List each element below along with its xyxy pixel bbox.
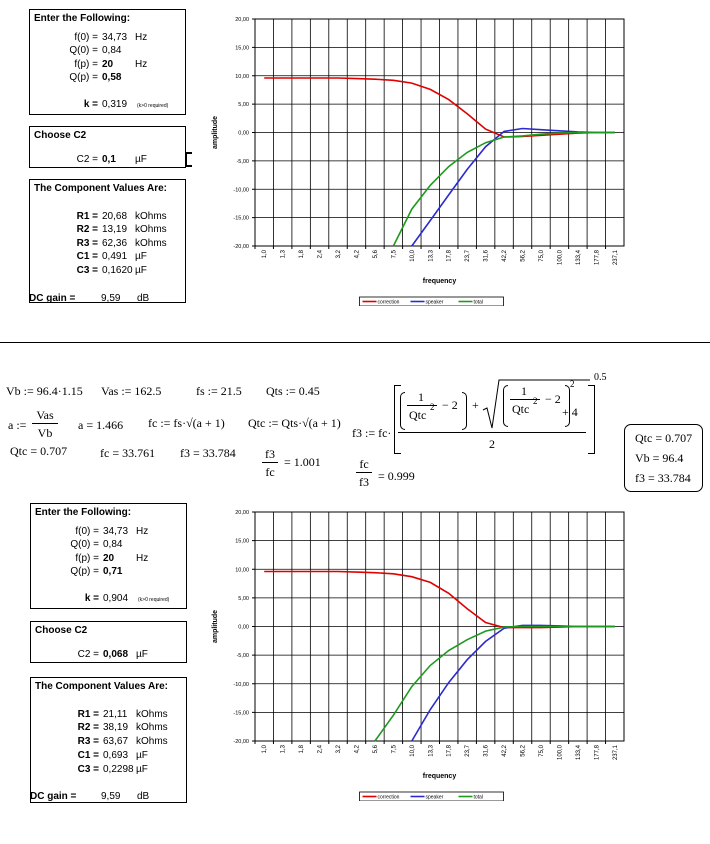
y-tick-label: 10,00: [235, 567, 249, 574]
enter-panel: [29, 9, 186, 115]
c2-unit-2: µF: [136, 649, 148, 660]
c1-unit: µF: [135, 251, 147, 262]
r3-label: R3 =: [76, 238, 98, 249]
legend-label-correction: correction: [377, 299, 400, 306]
y-tick-label: -15,00: [233, 215, 249, 222]
q0-input[interactable]: 0,84: [102, 45, 122, 56]
x-tick-label: 1,8: [299, 745, 306, 754]
legend-label-total: total: [473, 794, 483, 801]
x-axis-label: frequency: [422, 773, 457, 780]
r3-unit: kOhms: [135, 238, 167, 249]
f0-input-2[interactable]: 34,73: [103, 526, 129, 537]
y-tick-label: -5,00: [236, 158, 249, 165]
x-tick-label: 177,8: [594, 250, 601, 266]
y-tick-label: 10,00: [235, 73, 249, 80]
qp-input[interactable]: 0,58: [102, 72, 122, 83]
components-title-2: The Component Values Are:: [35, 681, 168, 692]
f3-qtc-2: Qtc: [512, 402, 530, 416]
paren2-left: [503, 385, 508, 427]
x-tick-label: 2,4: [317, 745, 324, 754]
x-tick-label: 75,0: [538, 250, 545, 262]
x-tick-label: 237,1: [612, 745, 619, 761]
amplitude-chart-2: [210, 505, 630, 801]
f3-one: 1: [418, 390, 424, 404]
ratio2-num: fc: [359, 457, 369, 471]
x-tick-label: 5,6: [372, 250, 379, 259]
c1-unit-2: µF: [136, 750, 148, 761]
x-tick-label: 3,2: [336, 745, 343, 754]
ratio1-line: [262, 462, 278, 463]
y-tick-label: -5,00: [236, 653, 249, 660]
a-fraction-line: [32, 423, 58, 424]
a-num: Vas: [36, 408, 54, 422]
result-box: [624, 424, 703, 492]
dc-gain-unit: dB: [137, 293, 150, 304]
x-tick-label: 133,4: [575, 745, 582, 761]
dc-gain-unit-2: dB: [137, 791, 150, 802]
c2-label: C2 =: [76, 154, 98, 165]
fp-input[interactable]: 20: [102, 59, 114, 70]
y-tick-label: 5,00: [238, 102, 249, 109]
r3-value: 62,36: [102, 238, 128, 249]
c1-value-2: 0,693: [103, 750, 129, 761]
f3-exponent: 0.5: [594, 372, 607, 383]
r2-value: 13,19: [102, 224, 128, 235]
y-axis-label: amplitude: [212, 115, 219, 150]
ratio2-value: = 0.999: [378, 469, 415, 483]
x-tick-label: 4,2: [354, 745, 361, 754]
f3-main-line: [398, 432, 586, 433]
x-axis-label: frequency: [422, 278, 457, 285]
y-tick-label: -10,00: [233, 681, 249, 688]
f0-label-2: f(0) =: [75, 526, 99, 537]
c2-panel: [29, 126, 186, 168]
box-f3: f3 = 33.784: [635, 471, 691, 485]
legend-label-speaker: speaker: [425, 794, 444, 801]
qp-input-2[interactable]: 0,71: [103, 566, 123, 577]
x-tick-label: 23,7: [465, 745, 472, 757]
y-tick-label: -10,00: [233, 187, 249, 194]
f3-minus2-b: − 2: [545, 392, 561, 406]
fp-label: f(p) =: [74, 59, 98, 70]
x-tick-label: 1,0: [262, 250, 269, 259]
f0-unit: Hz: [135, 32, 148, 43]
r2-unit-2: kOhms: [136, 722, 168, 733]
f3-square-2: 2: [533, 396, 538, 406]
fc-def: fc := fs·√(a + 1): [148, 416, 225, 430]
fs-def: fs := 21.5: [196, 384, 242, 398]
c2-label-2: C2 =: [77, 649, 99, 660]
x-tick-label: 100,0: [557, 250, 564, 266]
ratio2-line: [356, 472, 372, 473]
x-tick-label: 42,2: [502, 745, 509, 757]
c2-panel-2: [30, 621, 187, 663]
x-tick-label: 2,4: [317, 250, 324, 259]
ratio1-num: f3: [265, 447, 275, 461]
paren-right: [462, 392, 467, 430]
x-tick-label: 31,6: [483, 745, 490, 757]
legend-label-correction: correction: [377, 794, 400, 801]
legend-label-total: total: [473, 299, 483, 306]
qp-label: Q(p) =: [69, 72, 98, 83]
x-tick-label: 100,0: [557, 745, 564, 761]
c3-unit-2: µF: [136, 764, 148, 775]
x-tick-label: 42,2: [502, 250, 509, 262]
x-tick-label: 23,7: [465, 250, 472, 262]
dc-gain-label-2: DC gain =: [30, 791, 77, 802]
dc-gain-label: DC gain =: [29, 293, 76, 304]
paren-left: [400, 392, 405, 430]
r1-value-2: 21,11: [103, 709, 128, 720]
enter-title-2: Enter the Following:: [35, 507, 132, 518]
x-tick-label: 133,4: [575, 250, 582, 266]
q0-label: Q(0) =: [69, 45, 98, 56]
x-tick-label: 17,8: [446, 250, 453, 262]
y-axis-label: amplitude: [212, 609, 219, 644]
box-vb: Vb = 96.4: [635, 451, 684, 465]
qtc-def: Qtc := Qts·√(a + 1): [248, 416, 341, 430]
components-panel: [29, 179, 186, 303]
x-tick-label: 5,6: [372, 745, 379, 754]
a-den: Vb: [37, 426, 53, 440]
ratio1-value: = 1.001: [284, 455, 321, 469]
box-qtc: Qtc = 0.707: [635, 431, 693, 445]
r1-unit-2: kOhms: [136, 709, 168, 720]
c2-title-2: Choose C2: [35, 625, 88, 636]
components-title: The Component Values Are:: [34, 183, 167, 194]
qtc-result: Qtc = 0.707: [10, 444, 68, 458]
q0-label-2: Q(0) =: [70, 539, 99, 550]
c1-value: 0,491: [102, 251, 128, 262]
r1-value: 20,68: [102, 211, 128, 222]
c2-unit: µF: [135, 154, 147, 165]
x-tick-label: 13,3: [428, 745, 435, 757]
x-tick-label: 31,6: [483, 250, 490, 262]
f0-unit-2: Hz: [136, 526, 149, 537]
a-def-lhs: a :=: [8, 418, 27, 432]
x-tick-label: 1,0: [262, 745, 269, 754]
legend-label-speaker: speaker: [425, 299, 444, 306]
qp-label-2: Q(p) =: [70, 566, 99, 577]
y-tick-label: 15,00: [235, 45, 249, 52]
amplitude-chart-1: [210, 10, 630, 306]
c2-title: Choose C2: [34, 130, 87, 141]
x-tick-label: 10,0: [409, 745, 416, 757]
y-tick-label: 5,00: [238, 595, 249, 602]
c2-input[interactable]: 0,1: [102, 154, 116, 165]
f0-label: f(0) =: [74, 32, 98, 43]
fc-result: fc = 33.761: [100, 446, 156, 460]
bracket-mark: [185, 152, 192, 167]
k-label: k =: [83, 99, 98, 110]
y-tick-label: -15,00: [233, 710, 249, 717]
f3-qtc: Qtc: [409, 408, 427, 422]
ratio2-den: f3: [359, 475, 369, 489]
x-tick-label: 56,2: [520, 745, 527, 757]
r1-label-2: R1 =: [77, 709, 99, 720]
vas-def: Vas := 162.5: [101, 384, 162, 398]
r2-value-2: 38,19: [103, 722, 129, 733]
q0-input-2[interactable]: 0,84: [103, 539, 123, 550]
y-tick-label: 20,00: [235, 510, 249, 516]
k-label-2: k =: [84, 593, 99, 604]
dc-gain-value-2: 9,59: [101, 791, 121, 802]
f3-minus2: − 2: [442, 398, 458, 412]
k-value: 0,319: [102, 99, 128, 110]
x-tick-label: 1,3: [280, 250, 287, 259]
components-panel-2: [30, 677, 187, 803]
fp-input-2[interactable]: 20: [103, 553, 115, 564]
vb-def: Vb := 96.4·1.15: [6, 384, 83, 398]
c3-value: 0,1620: [102, 265, 133, 276]
k-note: (k>0 required): [137, 103, 169, 109]
c1-label-2: C1 =: [77, 750, 99, 761]
x-tick-label: 17,8: [446, 745, 453, 757]
r2-unit: kOhms: [135, 224, 167, 235]
x-tick-label: 4,2: [354, 250, 361, 259]
f3-one-2: 1: [521, 384, 527, 398]
c3-value-2: 0,2298: [103, 764, 134, 775]
enter-panel-2: [30, 503, 187, 609]
c3-label: C3 =: [76, 265, 98, 276]
c3-unit: µF: [135, 265, 147, 276]
y-tick-label: 0,00: [238, 624, 249, 631]
y-tick-label: 0,00: [238, 130, 249, 137]
r3-value-2: 63,67: [103, 736, 129, 747]
c3-label-2: C3 =: [77, 764, 99, 775]
x-tick-label: 13,3: [428, 250, 435, 262]
r3-unit-2: kOhms: [136, 736, 168, 747]
fp-unit-2: Hz: [136, 553, 149, 564]
fp-label-2: f(p) =: [75, 553, 99, 564]
qts-def: Qts := 0.45: [266, 384, 320, 398]
r2-label-2: R2 =: [77, 722, 99, 733]
x-tick-label: 56,2: [520, 250, 527, 262]
k-note-2: (k>0 required): [138, 597, 170, 603]
f3-plus: +: [472, 398, 479, 412]
x-tick-label: 1,8: [299, 250, 306, 259]
separator-line: [0, 342, 710, 343]
fp-unit: Hz: [135, 59, 148, 70]
f3-square: 2: [430, 402, 435, 412]
x-tick-label: 10,0: [409, 250, 416, 262]
ratio1-den: fc: [265, 465, 275, 479]
r1-label: R1 =: [76, 211, 98, 222]
r2-label: R2 =: [76, 224, 98, 235]
x-tick-label: 7,5: [391, 250, 398, 259]
enter-title: Enter the Following:: [34, 13, 131, 24]
y-tick-label: -20,00: [233, 739, 249, 745]
k-value-2: 0,904: [103, 593, 129, 604]
f3-def-lhs: f3 := fc·: [352, 426, 392, 440]
y-tick-label: -20,00: [233, 244, 249, 250]
x-tick-label: 75,0: [538, 745, 545, 757]
f3-result: f3 = 33.784: [180, 446, 236, 460]
f0-input[interactable]: 34,73: [102, 32, 128, 43]
f3-denominator: 2: [489, 437, 495, 451]
r1-unit: kOhms: [135, 211, 167, 222]
f3-outer-square: 2: [570, 379, 575, 389]
c1-label: C1 =: [76, 251, 98, 262]
x-tick-label: 237,1: [612, 250, 619, 266]
x-tick-label: 1,3: [280, 745, 287, 754]
a-result: a = 1.466: [78, 418, 124, 432]
r3-label-2: R3 =: [77, 736, 99, 747]
y-tick-label: 15,00: [235, 538, 249, 545]
x-tick-label: 177,8: [594, 745, 601, 761]
x-tick-label: 3,2: [336, 250, 343, 259]
y-tick-label: 20,00: [235, 17, 249, 23]
x-tick-label: 7,5: [391, 745, 398, 754]
c2-input-2[interactable]: 0,068: [103, 649, 129, 660]
dc-gain-value: 9,59: [101, 293, 121, 304]
f3-plus4: + 4: [562, 405, 578, 419]
